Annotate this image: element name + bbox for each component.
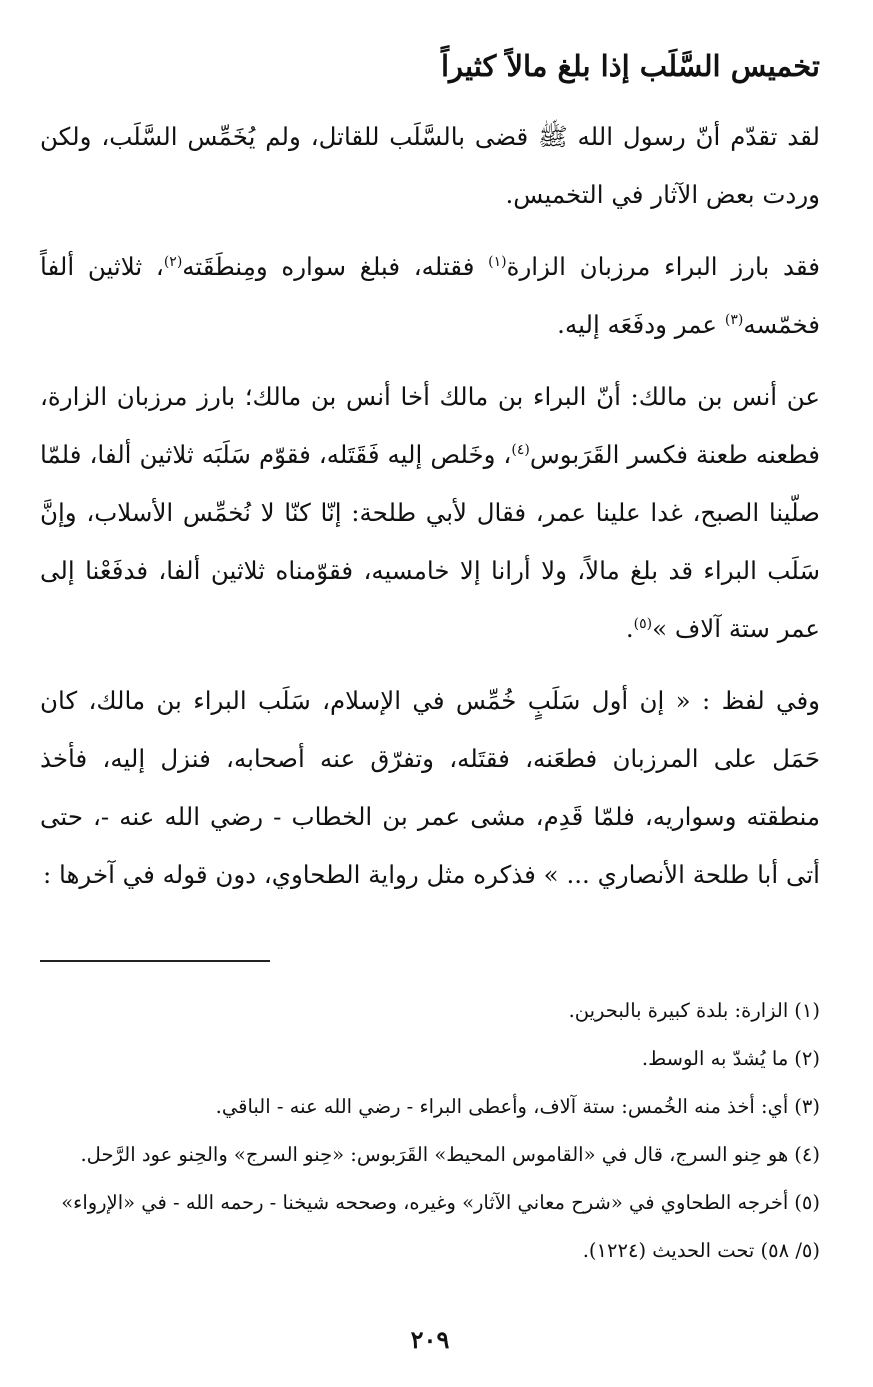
paragraph-text: لقد تقدّم أنّ رسول الله ﷺ قضى بالسَّلَب للقاتل، ولم يُخَمِّس السَّلَب، ولكن وردت بعض الآثار في التخميس. [40, 122, 820, 209]
footnote-marker-3[interactable]: (٣) [724, 311, 744, 328]
footnote-divider [40, 960, 270, 962]
footnote-text: أي: أخذ منه الخُمس: ستة آلاف، وأعطى البراء - رضي الله عنه - الباقي. [215, 1095, 789, 1118]
paragraph-intro [40, 108, 820, 224]
footnote-marker-4[interactable]: (٤) [511, 441, 530, 458]
paragraph-text: ، ثلاثين ألفاً فخمّسه [40, 252, 820, 339]
footnote-marker-5[interactable]: (٥) [633, 615, 653, 632]
footnote-marker-1[interactable]: (١) [488, 253, 507, 270]
footnote-text: هو حِنو السرج، قال في «القاموس المحيط» القَرَبوس: «حِنو السرج» والحِنو عود الرَّحل. [80, 1143, 789, 1166]
footnote-item [40, 987, 820, 1035]
footnote-item [40, 1083, 820, 1131]
footnote-text: أخرجه الطحاوي في «شرح معاني الآثار» وغيره، وصححه شيخنا - رحمه الله - في «الإرواء» (٥/ ٥٨) تحت الحديث (١٢٢٤). [61, 1191, 820, 1262]
footnote-number: (٥) [794, 1191, 820, 1214]
paragraph-hadith [40, 368, 820, 658]
footnote-item [40, 1035, 820, 1083]
paragraph-text: وفي لفظ : « إن أول سَلَبٍ خُمِّس في الإسلام، سَلَب البراء بن مالك، كان حَمَل على المرزبان فطعَنه، فقتَله، وتفرّق عنه أصحابه، فنزل إليه، فأخذ منطقته وسواريه، فلمّا قَدِم، مشى عمر بن الخطاب - رضي الله عنه -، حتى أتى أبا طلحة الأنصاري ... » فذكره مثل رواية الطحاوي، دون قوله في آخرها : [40, 686, 820, 889]
paragraph-text: . [625, 614, 634, 643]
footnote-number: (٢) [794, 1047, 820, 1070]
paragraph-text: فقتله، فبلغ سواره ومِنطَقَته [182, 252, 489, 281]
footnote-item [40, 1131, 820, 1179]
paragraph-text: فقد بارز البراء مرزبان الزارة [506, 252, 820, 281]
footnote-item [40, 1179, 820, 1275]
footnote-number: (٤) [794, 1143, 820, 1166]
footnote-text: الزارة: بلدة كبيرة بالبحرين. [568, 999, 789, 1022]
paragraph-duel [40, 238, 820, 354]
paragraph-text: ، وخَلص إليه فَقَتَله، فقوّم سَلَبَه ثلاثين ألفا، فلمّا صلّينا الصبح، غدا علينا عمر، فقال لأبي طلحة: إنّا كنّا لا نُخمِّس الأسلاب، وإنَّ سَلَب البراء قد بلغ مالاً، ولا أرانا إلا خامسيه، فقوّمناه ثلاثين ألفا، فدفَعْنا إلى عمر ستة آلاف » [40, 440, 820, 643]
page-number: ٢٠٩ [410, 1325, 450, 1354]
footnote-text: ما يُشدّ به الوسط. [641, 1047, 789, 1070]
paragraph-variant [40, 672, 820, 904]
footnote-number: (٣) [794, 1095, 820, 1118]
footnote-number: (١) [794, 999, 820, 1022]
paragraph-text: عمر ودفَعَه إليه. [557, 310, 725, 339]
paragraph-text: عن أنس بن مالك: أنّ البراء بن مالك أخا أنس بن مالك؛ بارز مرزبان الزارة، فطعنه طعنة فكسر القَرَبوس [40, 382, 820, 469]
book-page [40, 42, 820, 1362]
footnote-marker-2[interactable]: (٢) [163, 253, 183, 270]
section-heading: تخميس السَّلَب إذا بلغ مالاً كثيراً [440, 49, 820, 83]
footnotes-section [40, 987, 820, 1275]
